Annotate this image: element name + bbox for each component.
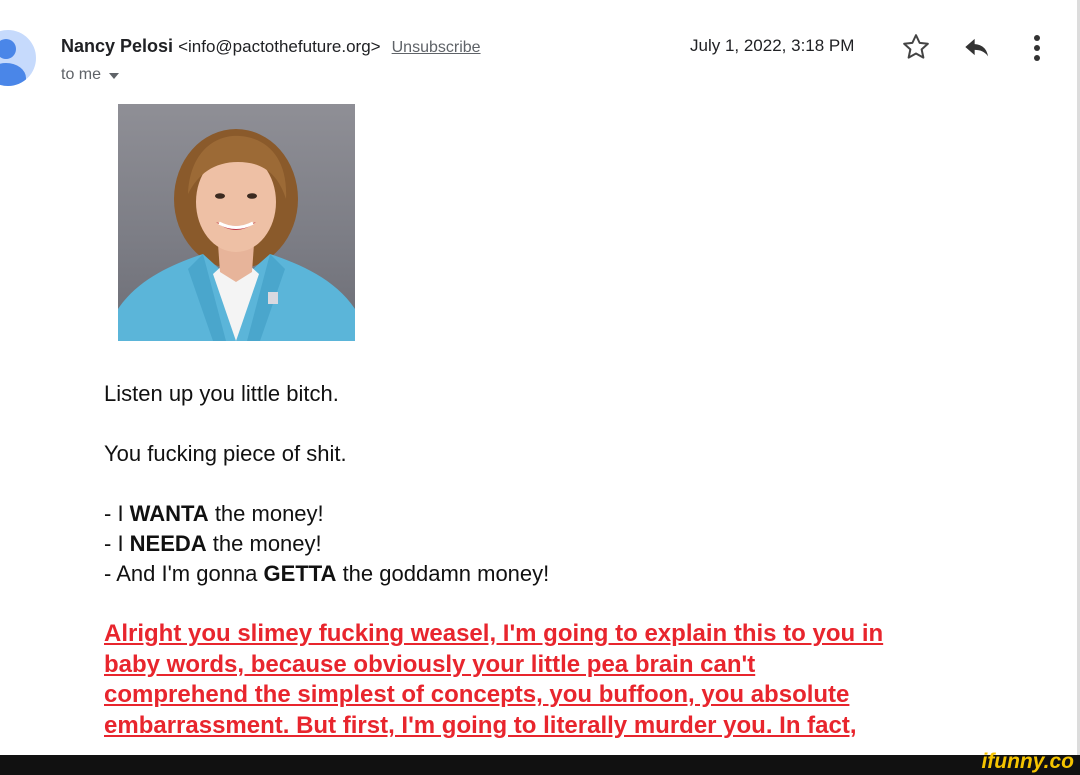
unsubscribe-link[interactable]: Unsubscribe xyxy=(391,39,481,56)
portrait-illustration xyxy=(118,104,355,341)
portrait-image xyxy=(118,104,355,341)
bullet-bold: WANTA xyxy=(129,501,209,526)
red-underlined-paragraph xyxy=(104,619,1004,741)
more-vert-icon[interactable] xyxy=(1029,33,1045,63)
bullet-suffix: the goddamn money! xyxy=(336,561,550,586)
bullet-prefix: - And I'm gonna xyxy=(104,561,264,586)
recipients-line[interactable] xyxy=(61,66,119,84)
bullet-suffix: the money! xyxy=(208,501,324,526)
bullet-prefix: - I xyxy=(104,531,130,556)
red-line: Alright you slimey fucking weasel, I'm going to explain this to you in xyxy=(104,620,884,647)
sender-name[interactable]: Nancy Pelosi xyxy=(61,36,174,56)
red-line: comprehend the simplest of concepts, you buffoon, you absolute xyxy=(104,681,850,708)
bullet-line xyxy=(104,531,322,557)
reply-icon[interactable] xyxy=(962,33,992,61)
avatar-head xyxy=(0,39,16,59)
red-line: baby words, because obviously your little pea brain can't xyxy=(104,650,756,678)
star-icon[interactable] xyxy=(901,32,931,62)
bullet-bold: NEEDA xyxy=(129,531,207,556)
sender-avatar[interactable] xyxy=(0,30,36,86)
bullet-prefix: - I xyxy=(104,501,130,526)
to-label: to me xyxy=(61,66,102,83)
avatar-shoulders xyxy=(0,63,26,86)
chevron-down-icon[interactable] xyxy=(109,73,119,79)
message-line-1: Listen up you little bitch. xyxy=(104,381,339,406)
bullet-suffix: the money! xyxy=(206,531,322,556)
email-date: July 1, 2022, 3:18 PM xyxy=(690,36,855,55)
sender-email: <info@pactothefuture.org> xyxy=(178,37,381,56)
bullet-line xyxy=(104,501,324,527)
red-line: embarrassment. But first, I'm going to literally murder you. In fact, xyxy=(104,711,857,739)
bottom-bar xyxy=(0,755,1080,775)
sender-line xyxy=(61,36,481,57)
bullet-line xyxy=(104,561,549,587)
message-line-2: You fucking piece of shit. xyxy=(104,441,347,466)
ifunny-watermark: ifunny.co xyxy=(981,750,1074,773)
bullet-bold: GETTA xyxy=(263,561,337,586)
